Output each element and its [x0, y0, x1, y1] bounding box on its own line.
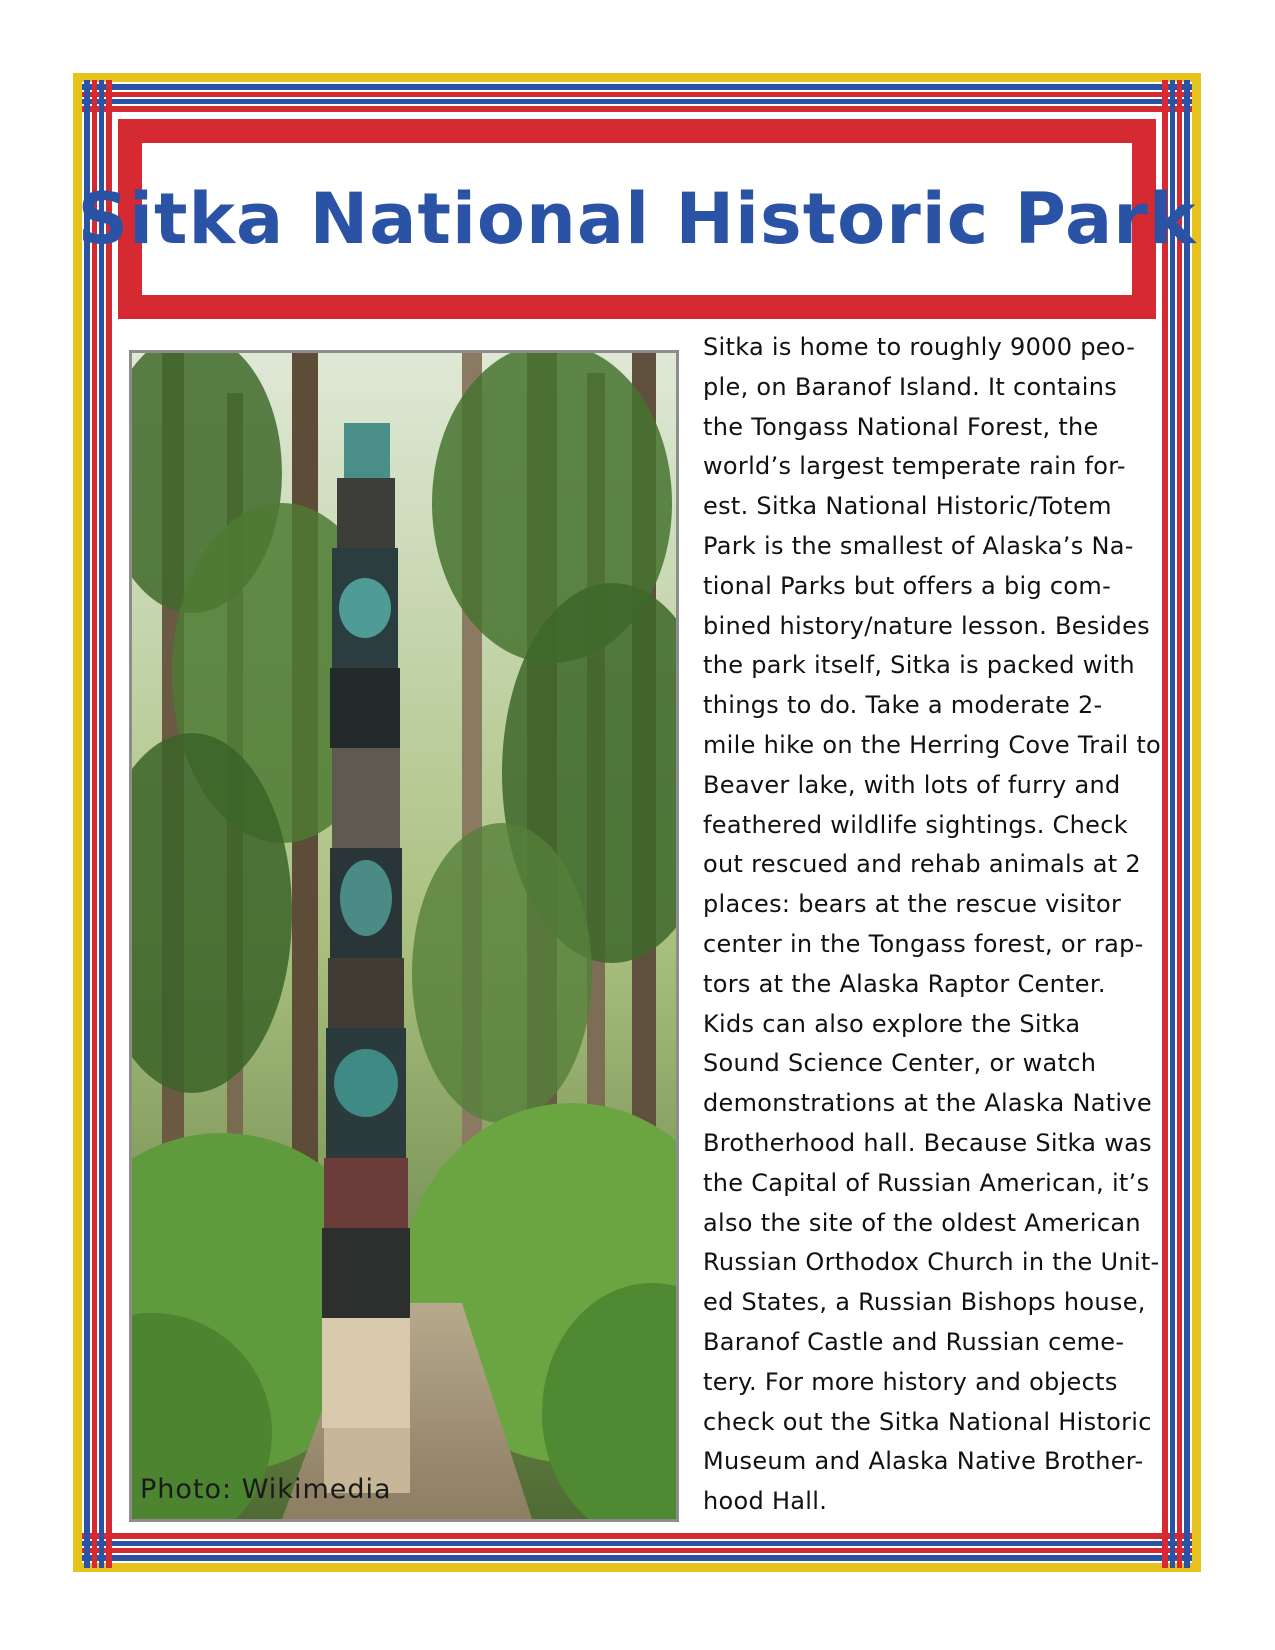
body-line: Museum and Alaska Native Brother-	[703, 1447, 1144, 1476]
body-line: check out the Sitka National Historic	[703, 1407, 1152, 1436]
body-line: Sound Science Center, or watch	[703, 1049, 1097, 1078]
body-line: tional Parks but offers a big com-	[703, 571, 1112, 600]
border-blue-bottom	[82, 1555, 1192, 1561]
title-box	[77, 143, 1197, 295]
body-line: places: bears at the rescue visitor	[703, 890, 1122, 919]
body-line: Kids can also explore the Sitka	[703, 1009, 1081, 1038]
border-blue-right-inner	[1170, 80, 1175, 1568]
body-line: the park itself, Sitka is packed with	[703, 651, 1135, 680]
body-line: tery. For more history and objects	[703, 1367, 1118, 1396]
body-line: the Tongass National Forest, the	[703, 412, 1099, 441]
body-line: Park is the smallest of Alaska’s Na-	[703, 531, 1134, 560]
body-line: Russian Orthodox Church in the Unit-	[703, 1248, 1160, 1277]
body-line: center in the Tongass forest, or rap-	[703, 929, 1144, 958]
border-blue-top	[82, 84, 1192, 90]
border-red-top	[82, 92, 1192, 97]
body-line: the Capital of Russian American, it’s	[703, 1168, 1150, 1197]
body-line: Beaver lake, with lots of furry and	[703, 770, 1121, 799]
border-yellow-bottom	[73, 1563, 1201, 1572]
border-red-right-inner	[1162, 80, 1168, 1568]
body-line: Sitka is home to roughly 9000 peo-	[703, 333, 1136, 361]
page-title: Sitka National Historic Park	[77, 178, 1197, 260]
body-line: out rescued and rehab animals at 2	[703, 850, 1141, 879]
body-line: things to do. Take a moderate 2-	[703, 691, 1103, 720]
border-red-left	[92, 80, 97, 1568]
body-line: ed States, a Russian Bishops house,	[703, 1288, 1146, 1317]
body-line: est. Sitka National Historic/Totem	[703, 492, 1112, 521]
totem-pole-photo	[129, 350, 679, 1522]
border-red-right	[1177, 80, 1182, 1568]
border-yellow-top	[73, 73, 1201, 82]
border-blue-right	[1184, 80, 1190, 1568]
body-line: Baranof Castle and Russian ceme-	[703, 1327, 1125, 1356]
body-line: ple, on Baranof Island. It contains	[703, 372, 1118, 401]
article-body	[703, 328, 1162, 1522]
border-blue-left	[84, 80, 90, 1568]
body-line: feathered wildlife sightings. Check	[703, 810, 1128, 839]
body-line: Brotherhood hall. Because Sitka was	[703, 1128, 1152, 1157]
border-red-left-inner	[106, 80, 112, 1568]
border-yellow-right	[1192, 73, 1201, 1572]
body-line: demonstrations at the Alaska Native	[703, 1089, 1152, 1118]
photo-credit: Photo: Wikimedia	[140, 1474, 392, 1505]
border-yellow-left	[73, 73, 82, 1572]
border-red-bottom	[82, 1548, 1192, 1553]
body-line: tors at the Alaska Raptor Center.	[703, 969, 1106, 998]
border-blue-top-inner	[82, 99, 1192, 104]
body-line: bined history/nature lesson. Besides	[703, 611, 1150, 640]
body-line: world’s largest temperate rain for-	[703, 452, 1126, 481]
border-red-bottom-inner	[82, 1533, 1192, 1539]
body-line: also the site of the oldest American	[703, 1208, 1141, 1237]
border-blue-bottom-inner	[82, 1541, 1192, 1546]
forest-totem-illustration	[132, 353, 676, 1519]
body-line: mile hike on the Herring Cove Trail to	[703, 730, 1162, 759]
body-line: hood Hall.	[703, 1487, 828, 1516]
border-red-top-inner	[82, 106, 1192, 112]
border-blue-left-inner	[99, 80, 104, 1568]
